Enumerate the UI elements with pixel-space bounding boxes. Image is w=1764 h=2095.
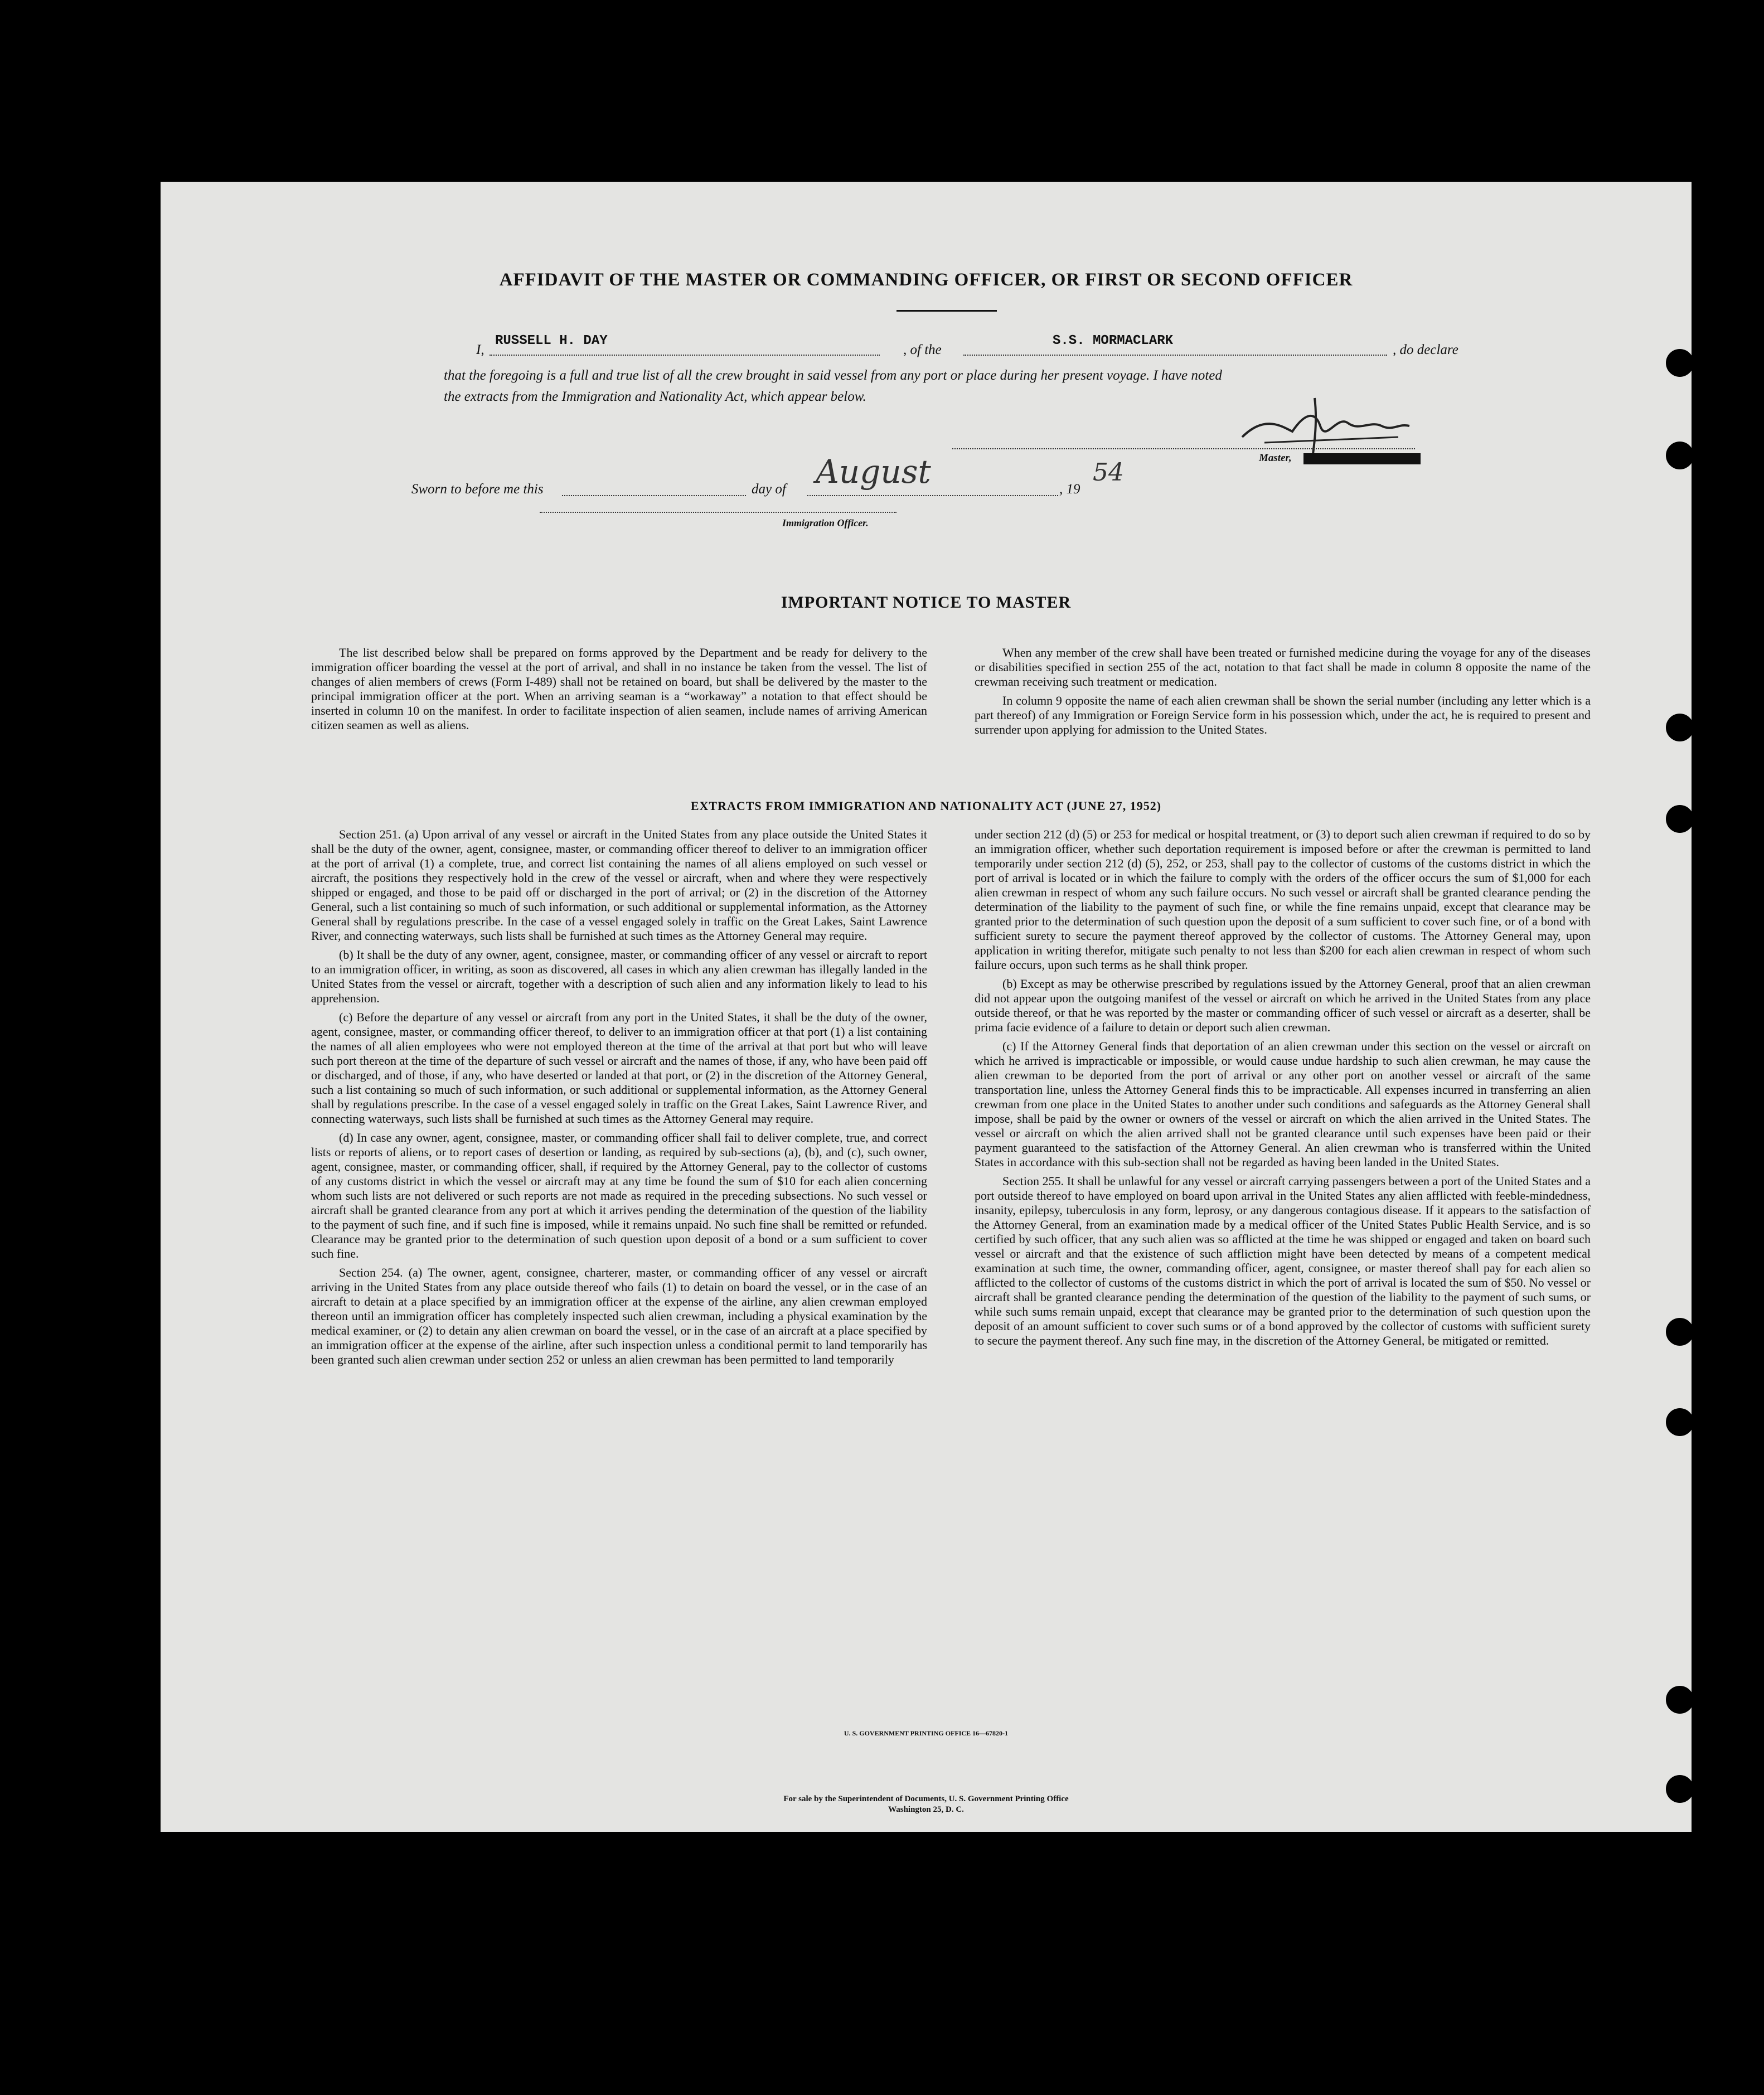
extracts-left-column [311, 827, 927, 1371]
master-label: Master, [1259, 452, 1292, 464]
sworn-day-line [562, 481, 746, 496]
section-254a-continued: under section 212 (d) (5) or 253 for medical or hospital treatment, or (3) to deport such alien crewman if required to do so by an immigration officer, whether such deportation requirement is imposed before or after the crewman is permitted to land temporarily under section 212 (d) (5), 252, or 253, shall pay to the collector of customs of the customs district in which the port of arrival is located or in which the failure to comply with the orders of the officer occurs the sum of $1,000 for each alien crewman in respect of whom any such failure occurs. No such vessel or aircraft shall be granted clearance pending the determination of the liability to the payment of such fine, or while the fine remains unpaid, except that clearance may be granted prior to the determination of such question upon the deposit of a sum sufficient to cover such fine, or of a bond with sufficient surety to secure the payment thereof approved by the collector of customs. The Attorney General may, upon application in writing therefor, mitigate such penalty to not less than $200 for each alien crewman in respect of whom such failure occurs, upon such terms as he shall think proper. [975, 827, 1591, 972]
section-251c: (c) Before the departure of any vessel or aircraft from any port in the United States, it shall be the duty of the owner, agent, consignee, master, or commanding officer thereof, to deliver to an immigration officer at that port (1) a list containing the names of all alien employees who were not employed thereon at the time of the arrival at that port but who will leave such port thereon at the time of the departure of such vessel or aircraft and the names of those, if any, who have been paid off or discharged, and of those, if any, who have deserted or landed at that port, or (2) in the discretion of the Attorney General, such a list containing so much of such information, or such additional or supplemental information, as the Attorney General shall by regulations prescribe. In the case of a vessel engaged solely in traffic on the Great Lakes, Saint Lawrence River, and connecting waterways, such lists shall be furnished at such times as the Attorney General may require. [311, 1010, 927, 1126]
day-of-label: day of [752, 482, 786, 497]
extracts-right-column [975, 827, 1591, 1352]
vessel-name: S.S. MORMACLARK [1053, 333, 1174, 348]
notice-title: IMPORTANT NOTICE TO MASTER [781, 593, 1072, 612]
officer-signature-line [540, 512, 896, 513]
section-255: Section 255. It shall be unlawful for any vessel or aircraft carrying passengers between a port of the United States and a port outside thereof to have employed on board upon arrival in the United States any alien afflicted with feeble-mindedness, insanity, epilepsy, tuberculosis in any form, leprosy, or any dangerous contagious disease. If it appears to the satisfaction of the Attorney General, from an examination made by a medical officer of the United States Public Health Service, and is so certified by such officer, that any such alien was so afflicted at the time he was shipped or engaged and taken on board such vessel or aircraft and that the existence of such affliction might have been detected by means of a competent medical examination at such time, the owner, commanding officer, agent, consignee, or master thereof shall pay for each alien so afflicted to the collector of customs of the customs district in which the port of arrival is located the sum of $50. No vessel or aircraft shall be granted clearance pending the determination of the question of the liability to the payment of such sums, or while such sums remain unpaid, except that clearance may be granted prior to the determination of such question upon the deposit of an amount sufficient to cover such sums or of a bond approved by the collector of customs with sufficient surety to secure the payment thereof. Any such fine may, in the discretion of the Attorney General, be mitigated or remitted. [975, 1174, 1591, 1347]
binder-hole [1666, 1775, 1694, 1803]
statement-line-1: that the foregoing is a full and true list of all the crew brought in said vessel from any port or place during her present voyage. I have noted [444, 368, 1222, 383]
handwritten-year: 54 [1093, 458, 1124, 487]
master-name: RUSSELL H. DAY [495, 333, 608, 348]
section-251d: (d) In case any owner, agent, consignee, master, or commanding officer shall fail to deliver complete, true, and correct lists or reports of aliens, or to report cases of desertion or landing, as required by sub-sections (a), (b), and (c), such owner, agent, consignee, master, or commanding officer, shall, if required by the Attorney General, pay to the collector of customs of any customs district in which the vessel or aircraft may at any time be found the sum of $10 for each alien concerning whom such lists are not delivered or such reports are not made as required in the preceding subsections. No such vessel or aircraft shall be granted clearance from any port at which it arrives pending the determination of the question of the liability to the payment of such fine, and if such fine is imposed, while it remains unpaid. No such fine shall be remitted or refunded. Clearance may be granted prior to the determination of such question upon deposit of a bond or a sum sufficient to cover such fine. [311, 1131, 927, 1260]
immigration-officer-label: Immigration Officer. [782, 517, 869, 528]
section-254c: (c) If the Attorney General finds that deportation of an alien crewman under this section on the vessel or aircraft on which he arrived is impracticable or impossible, or would cause undue hardship to such alien crewman, he may cause the alien crewman to be deported from the port of arrival or any other port on another vessel or aircraft of the same transportation line, unless the Attorney General finds this to be impracticable. All expenses incurred in transferring an alien crewman from one place in the United States to another under such conditions and safeguards as the Attorney General shall impose, shall be paid by the owner or owners of the vessel or aircraft on which the alien arrived in the United States. The vessel or aircraft on which the alien arrived shall not be granted clearance until such expenses have been paid or their payment guaranteed to the satisfaction of the Attorney General. An alien crewman who is transferred within the United States in accordance with this sub-section shall not be regarded as having been landed in the United States. [975, 1039, 1591, 1169]
sworn-label: Sworn to before me this [411, 482, 544, 497]
binder-hole [1666, 1318, 1694, 1346]
notice-left-paragraph: The list described below shall be prepared on forms approved by the Department and be ready for delivery to the immigration officer boarding the vessel at the port of arrival, and shall in no instance be taken from the vessel. The list of changes of alien members of crews (Form I-489) shall not be retained on board, but shall be delivered by the master to the principal immigration officer at the port. When an arriving seaman is a “workaway” a notation to that effect should be inserted in column 10 on the manifest. In order to facilitate inspection of alien seamen, include names of arriving American citizen seamen as well as aliens. [311, 646, 927, 732]
notice-left-column [311, 646, 927, 737]
of-the-label: , of the [903, 342, 942, 357]
signature-line [952, 448, 1415, 449]
binder-hole [1666, 442, 1694, 469]
document-page [161, 182, 1692, 1832]
binder-hole [1666, 805, 1694, 833]
affidavit-title: AFFIDAVIT OF THE MASTER OR COMMANDING OFFICER, OR FIRST OR SECOND OFFICER [499, 270, 1353, 290]
extracts-title: EXTRACTS FROM IMMIGRATION AND NATIONALITY ACT (JUNE 27, 1952) [690, 799, 1162, 813]
binder-hole [1666, 1686, 1694, 1714]
notice-right-paragraph-1: When any member of the crew shall have been treated or furnished medicine during the voyage for any of the diseases or disabilities specified in section 255 of the act, notation to that fact shall be made in column 8 opposite the name of the crewman receiving such treatment or medication. [975, 646, 1591, 688]
do-declare-label: , do declare [1393, 342, 1458, 357]
section-254a: Section 254. (a) The owner, agent, consignee, charterer, master, or commanding officer of any vessel or aircraft arriving in the United States from any place outside thereof who fails (1) to detain on board the vessel, or in the case of an aircraft to detain at a place specified by an immigration officer at the expense of the airline, any alien crewman employed thereon until an immigration officer has completely inspected such alien crewman, including a physical examination by the medical examiner, or (2) to detain any alien crewman on board the vessel, or in the case of an aircraft at a place specified by an immigration officer at the expense of the airline, after such inspection unless a conditional permit to land temporarily has been granted such alien crewman under section 252 or unless an alien crewman has been permitted to land temporarily [311, 1265, 927, 1366]
section-251b: (b) It shall be the duty of any owner, agent, consignee, master, or commanding officer of any vessel or aircraft to report to an immigration officer, in writing, as soon as discovered, all cases in which any alien crewman has illegally landed in the United States from the vessel or aircraft, together with a description of such alien and any information likely to lead to his apprehension. [311, 948, 927, 1005]
statement-line-2: the extracts from the Immigration and Nationality Act, which appear below. [444, 389, 866, 404]
sale-line-1: For sale by the Superintendent of Documents, U. S. Government Printing Office [783, 1795, 1069, 1803]
handwritten-month: August [816, 453, 931, 491]
section-251a: Section 251. (a) Upon arrival of any vessel or aircraft in the United States from any place outside the United States it shall be the duty of the owner, agent, consignee, master, or commanding officer thereof to deliver to an immigration officer at the port of arrival (1) a complete, true, and correct list containing the names of all aliens employed on such vessel or aircraft, the positions they respectively hold in the crew of the vessel or aircraft, when and where they were respectively shipped or engaged, and those to be paid off or discharged in the port of arrival; or (2) in the discretion of the Attorney General, such a list containing so much of such information, or such additional or supplemental information, as the Attorney General shall by regulations prescribe. In the case of a vessel engaged solely in traffic on the Great Lakes, Saint Lawrence River, and connecting waterways, such lists shall be furnished at such times as the Attorney General may require. [311, 827, 927, 943]
i-label: I, [476, 342, 484, 357]
section-254b: (b) Except as may be otherwise prescribed by regulations issued by the Attorney General, proof that an alien crewman did not appear upon the outgoing manifest of the vessel or aircraft on which he arrived in the United States from any place outside thereof, or that he was reported by the master or commanding officer of such vessel or aircraft as a deserter, shall be prima facie evidence of a failure to detain or deport such alien crewman. [975, 977, 1591, 1034]
sale-line-2: Washington 25, D. C. [888, 1805, 964, 1814]
year-prefix: , 19 [1059, 482, 1080, 497]
gpo-imprint: U. S. GOVERNMENT PRINTING OFFICE 16—67820-1 [844, 1729, 1009, 1737]
binder-hole [1666, 1408, 1694, 1436]
title-rule [896, 310, 997, 312]
binder-hole [1666, 349, 1694, 377]
binder-hole [1666, 714, 1694, 741]
redaction-bar [1303, 453, 1421, 464]
notice-right-column [975, 646, 1591, 741]
notice-right-paragraph-2: In column 9 opposite the name of each alien crewman shall be shown the serial number (including any letter which is a part thereof) of any Immigration or Foreign Service form in his possession which, under the act, he is required to present and surrender upon applying for admission to the United States. [975, 694, 1591, 736]
vessel-field-line [963, 340, 1387, 356]
